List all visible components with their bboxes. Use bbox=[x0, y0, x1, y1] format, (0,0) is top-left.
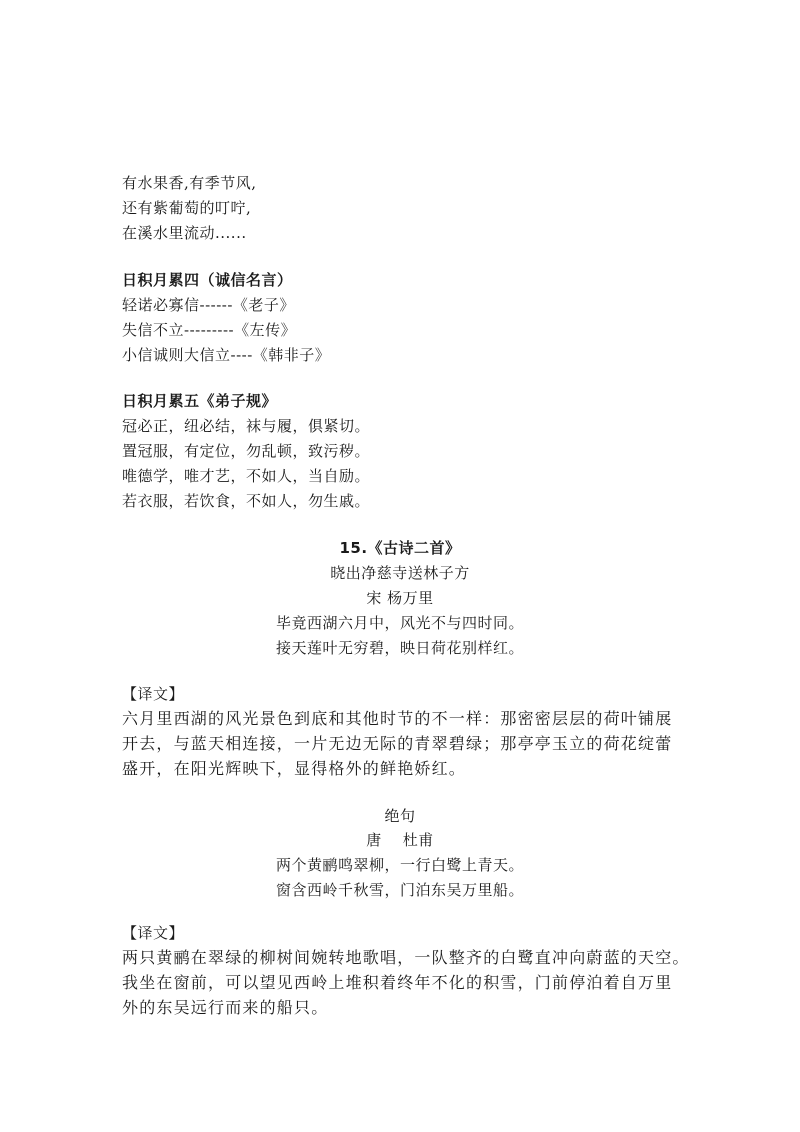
poem-author: 唐 杜甫 bbox=[366, 831, 434, 849]
poem-title: 晓出净慈寺送林子方 bbox=[330, 564, 470, 582]
quote-line: 小信诚则大信立----《韩非子》 bbox=[122, 346, 331, 364]
poem-line: 两个黄鹂鸣翠柳，一行白鹭上青天。 bbox=[275, 856, 524, 874]
poem-title: 绝句 bbox=[384, 807, 416, 825]
poem-line: 还有紫葡萄的叮咛, bbox=[122, 199, 252, 217]
poem-line: 接天莲叶无穷碧，映日荷花别样红。 bbox=[275, 639, 524, 657]
poem-line: 窗含西岭千秋雪，门泊东吴万里船。 bbox=[275, 881, 524, 899]
section-heading: 日积月累四（诚信名言） bbox=[122, 271, 293, 289]
translation-line: 开去，与蓝天相连接，一片无边无际的青翠碧绿；那亭亭玉立的荷花绽蕾 bbox=[122, 734, 673, 753]
lesson-title: 15.《古诗二首》 bbox=[339, 539, 461, 557]
translation-line: 盛开，在阳光辉映下，显得格外的鲜艳娇红。 bbox=[122, 759, 467, 778]
verse-line: 置冠服，有定位，勿乱顿，致污秽。 bbox=[122, 442, 371, 460]
translation-label: 【译文】 bbox=[122, 924, 185, 942]
translation-line: 我坐在窗前，可以望见西岭上堆积着终年不化的积雪，门前停泊着自万里 bbox=[122, 973, 673, 992]
verse-line: 若衣服，若饮食，不如人，勿生戚。 bbox=[122, 492, 371, 510]
poem-line: 在溪水里流动...... bbox=[122, 224, 247, 242]
translation-line: 外的东吴远行而来的船只。 bbox=[122, 998, 329, 1017]
translation-line: 六月里西湖的风光景色到底和其他时节的不一样：那密密层层的荷叶铺展 bbox=[122, 709, 673, 728]
section-heading: 日积月累五《弟子规》 bbox=[122, 392, 278, 410]
poem-author: 宋 杨万里 bbox=[366, 589, 434, 607]
translation-label: 【译文】 bbox=[122, 685, 185, 703]
verse-line: 唯德学，唯才艺，不如人，当自励。 bbox=[122, 467, 371, 485]
poem-line: 有水果香,有季节风, bbox=[122, 174, 257, 192]
translation-line: 两只黄鹂在翠绿的柳树间婉转地歌唱，一队整齐的白鹭直冲向蔚蓝的天空。 bbox=[122, 948, 690, 967]
poem-line: 毕竟西湖六月中，风光不与四时同。 bbox=[275, 614, 524, 632]
quote-line: 轻诺必寡信------《老子》 bbox=[122, 296, 295, 314]
quote-line: 失信不立---------《左传》 bbox=[122, 321, 297, 339]
verse-line: 冠必正，纽必结，袜与履，俱紧切。 bbox=[122, 417, 371, 435]
